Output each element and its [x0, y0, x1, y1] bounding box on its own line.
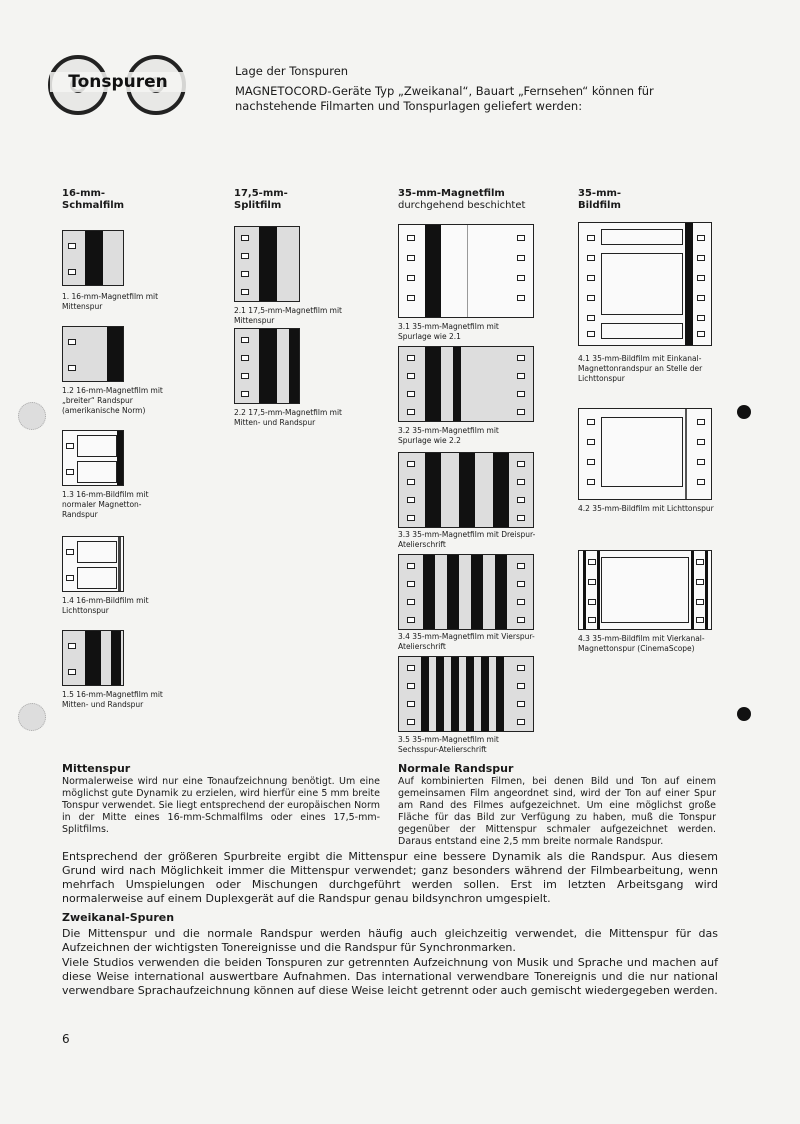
- intro-text: MAGNETOCORD-Geräte Typ „Zweikanal“, Bauart „Fernsehen“ können für nachstehende Filmarten und Tonspurlagen geliefert werden:: [235, 84, 654, 113]
- film-diagram-4-1: [578, 222, 712, 346]
- caption-1-1: 1. 16-mm-Magnetfilm mit Mittenspur: [62, 292, 159, 311]
- text-zweikanal-2: Viele Studios verwenden die beiden Tonspuren zur getrennten Aufzeichnung von Musik und Sprache und machen auf diese Weise international auswertbare Aufnahmen. Das international verwendbare Tonereignis und die nur national verwendbare Sprachaufzeichnung können auf diese Weise leicht getrennt oder auch gemischt wiedergegeben werden.: [62, 956, 718, 997]
- film-diagram-3-3: [398, 452, 534, 528]
- film-diagram-1-2: [62, 326, 124, 382]
- tonspuren-logo: [48, 55, 188, 117]
- caption-2-1: 2.1 17,5-mm-Magnetfilm mit Mittenspur: [234, 306, 342, 325]
- binder-hole-top: [737, 405, 751, 419]
- punch-hole-left-bottom: [18, 703, 46, 731]
- caption-1-3: 1.3 16-mm-Bildfilm mit normaler Magnetton-Randspur: [62, 490, 149, 519]
- film-diagram-3-5: [398, 656, 534, 732]
- caption-1-4: 1.4 16-mm-Bildfilm mit Lichttonspur: [62, 596, 149, 615]
- body-paragraph: Entsprechend der größeren Spurbreite ergibt die Mittenspur eine bessere Dynamik als die Randspur. Aus diesem Grund wird nach Möglichkeit immer die Mittenspur verwendet; ganz besonders während der Filmbearbeitung, wenn mehrfach Umspielungen oder Mischungen durchgeführt werden sollen. Erst im letzten Arbeitsgang wird normalerweise auf einem Duplexgerät auf die Randspur genau bildsynchron umgespielt.: [62, 850, 718, 905]
- caption-3-2: 3.2 35-mm-Magnetfilm mit Spurlage wie 2.2: [398, 426, 499, 445]
- page-number: 6: [62, 1032, 70, 1046]
- heading-randspur: Normale Randspur: [398, 762, 514, 775]
- caption-4-1: 4.1 35-mm-Bildfilm mit Einkanal-Magnettonrandspur an Stelle der Lichttonspur: [578, 354, 703, 383]
- film-diagram-1-4: [62, 536, 124, 592]
- text-randspur: Auf kombinierten Filmen, bei denen Bild und Ton auf einem gemeinsamen Film angeordnet sind, wird der Ton auf einer Spur am Rand des Filmes aufgezeichnet. Um eine möglichst große Fläche für das Bild zur Verfügung zu haben, muß die Tonspur gegenüber der Mittenspur schmaler aufgezeichnet werden. Daraus entstand eine 2,5 mm breite normale Randspur.: [398, 776, 716, 847]
- film-diagram-1-1: [62, 230, 124, 286]
- column-head-35mm-magnet: 35-mm-Magnetfilm durchgehend beschichtet: [398, 188, 526, 211]
- film-diagram-3-1: [398, 224, 534, 318]
- caption-3-1: 3.1 35-mm-Magnetfilm mit Spurlage wie 2.1: [398, 322, 499, 341]
- column-head-17mm: 17,5-mm-Splitfilm: [234, 188, 288, 211]
- caption-1-5: 1.5 16-mm-Magnetfilm mit Mitten- und Randspur: [62, 690, 163, 709]
- text-mittenspur: Normalerweise wird nur eine Tonaufzeichnung benötigt. Um eine möglichst gute Dynamik zu erzielen, wird hierfür eine 5 mm breite Tonspur verwendet. Sie liegt entsprechend der europäischen Norm in der Mitte eines 16-mm-Schmalfilms oder eines 17,5-mm-Splitfilms.: [62, 776, 380, 835]
- caption-3-4: 3.4 35-mm-Magnetfilm mit Vierspur-Atelierschrift: [398, 632, 535, 651]
- heading-mittenspur: Mittenspur: [62, 762, 131, 775]
- film-diagram-1-3: [62, 430, 124, 486]
- text-zweikanal-1: Die Mittenspur und die normale Randspur werden häufig auch gleichzeitig verwendet, die Mittenspur für das Aufzeichnen der wichtigsten Tonereignisse und die Randspur für Synchronmarken.: [62, 927, 718, 954]
- film-diagram-4-3: [578, 550, 712, 630]
- film-diagram-3-4: [398, 554, 534, 630]
- punch-hole-left-top: [18, 402, 46, 430]
- caption-4-2: 4.2 35-mm-Bildfilm mit Lichttonspur: [578, 504, 714, 513]
- film-diagram-2-1: [234, 226, 300, 302]
- section-title: Lage der Tonspuren: [235, 64, 349, 78]
- caption-4-3: 4.3 35-mm-Bildfilm mit Vierkanal-Magnettonspur (CinemaScope): [578, 634, 705, 653]
- heading-zweikanal: Zweikanal-Spuren: [62, 911, 175, 924]
- caption-1-2: 1.2 16-mm-Magnetfilm mit „breiter“ Randspur (amerikanische Norm): [62, 386, 163, 415]
- film-diagram-4-2: [578, 408, 712, 500]
- column-head-16mm: 16-mm-Schmalfilm: [62, 188, 125, 211]
- column-head-35mm-bild: 35-mm-Bildfilm: [578, 188, 622, 211]
- caption-2-2: 2.2 17,5-mm-Magnetfilm mit Mitten- und Randspur: [234, 408, 342, 427]
- film-diagram-2-2: [234, 328, 300, 404]
- logo-text: Tonspuren: [50, 72, 186, 92]
- film-diagram-3-2: [398, 346, 534, 422]
- film-diagram-1-5: [62, 630, 124, 686]
- caption-3-3: 3.3 35-mm-Magnetfilm mit Dreispur-Atelierschrift: [398, 530, 536, 549]
- binder-hole-bottom: [737, 707, 751, 721]
- caption-3-5: 3.5 35-mm-Magnetfilm mit Sechsspur-Atelierschrift: [398, 735, 499, 754]
